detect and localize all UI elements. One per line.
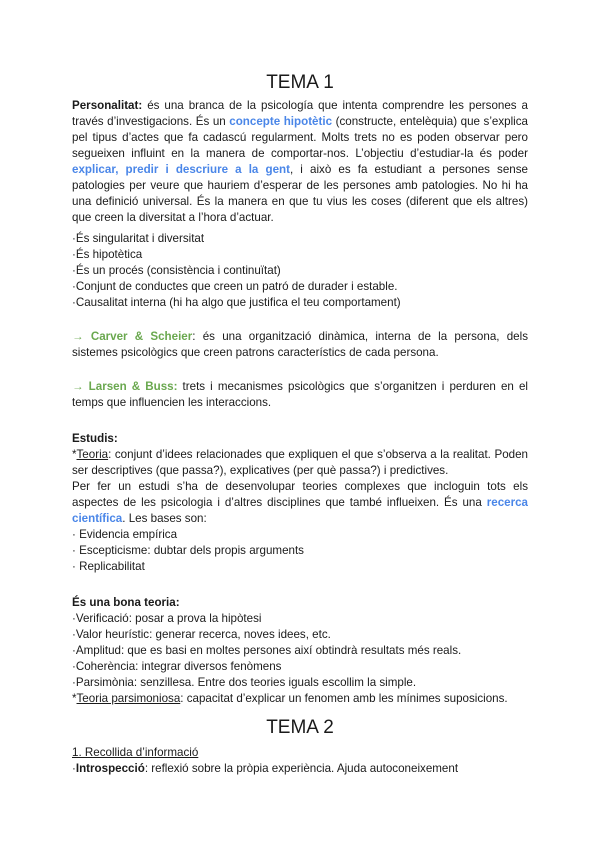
- list-item: ·Amplitud: que es basi en moltes persones així obtindrà resultats més reals.: [72, 644, 462, 657]
- introspeccio-label: Introspecció: [75, 762, 145, 775]
- bases-list: [72, 527, 528, 575]
- personalitat-text-1: és una branca de la psicología que intenta comprendre les persones a través d’investigacions. És un: [72, 99, 528, 128]
- list-item: · Replicabilitat: [72, 560, 145, 573]
- bona-teoria-heading: És una bona teoria:: [72, 596, 180, 609]
- carver-scheier-name: → Carver & Scheier: [72, 330, 193, 343]
- personalitat-label: Personalitat:: [72, 99, 143, 112]
- explicar-predir-highlight: explicar, predir i descriure a la gent: [72, 163, 290, 176]
- introspeccio-text: : reflexió sobre la pròpia experiència. Ajuda autoconeixement: [144, 762, 459, 775]
- bona-teoria-list: [72, 611, 528, 691]
- teoria-text: : conjunt d’idees relacionades que expliquen el que s’observa a la realitat. Poden ser descriptives (que passa?), explicatives (per què passa?) i predictives.: [72, 448, 528, 477]
- concepte-hipotetic-highlight: concepte hipotètic: [229, 115, 333, 128]
- parsimoniosa-text: : capacitat d’explicar un fenomen amb les mínimes suposicions.: [180, 692, 508, 705]
- list-item: ·Coherència: integrar diversos fenòmens: [72, 660, 282, 673]
- larsen-buss-name: → Larsen & Buss:: [72, 380, 178, 393]
- teoria-paragraph: *Teoria: conjunt d’idees relacionades que expliquen el que s’observa a la realitat. Poden ser descriptives (que passa?), explicatives (per què passa?) i predictives.: [72, 448, 528, 477]
- list-item: ·Conjunt de conductes que creen un patró de durader i estable.: [72, 280, 398, 293]
- list-item: · Evidencia empírica: [72, 528, 178, 541]
- tema1-title: TEMA 1: [266, 72, 334, 93]
- list-item: ·És hipotètica: [72, 248, 143, 261]
- list-item: ·Verificació: posar a prova la hipòtesi: [72, 612, 262, 625]
- personalitat-text-3: , i això es fa estudiant a persones sense patologies per veure que hauriem d’esperar de les persones amb patologies. No hi ha una definició universal. És la manera en que tu vius les coses (diferent que els altres) que creen la diversitat a l’hora d’actuar.: [72, 163, 528, 224]
- list-item: ·Causalitat interna (hi ha algo que justifica el teu comportament): [72, 296, 401, 309]
- parsimoniosa-label: Teoria parsimoniosa: [76, 692, 181, 705]
- introspeccio-paragraph: ·Introspecció: reflexió sobre la pròpia experiència. Ajuda autoconeixement: [72, 762, 459, 775]
- list-item: ·És singularitat i diversitat: [72, 232, 205, 245]
- list-item: ·Parsimònia: senzillesa. Entre dos teories iguals escollim la simple.: [72, 676, 417, 689]
- list-item: ·És un procés (consistència i continuïtat): [72, 264, 281, 277]
- carver-text: : és una organització dinàmica, interna de la persona, dels sistemes psicològics que creen patrons característics de cada persona.: [72, 330, 528, 359]
- tema2-title: TEMA 2: [266, 717, 334, 738]
- carver-paragraph: [72, 329, 528, 361]
- document-content: [72, 72, 528, 777]
- estudi-paragraph: Per fer un estudi s’ha de desenvolupar teories complexes que incloguin tots els aspectes de les psicologia i d’altres disciplines que també influeixen. És una recerca científica. Les bases son:: [72, 480, 528, 525]
- estudis-heading: Estudis:: [72, 432, 118, 445]
- personalitat-text-2: (constructe, entelèquia) que s’explica pel tipus d’actes que fa cadascú regularment. Molts trets no es poden observar pero segueixen influint en la manera de comportar-nos. L’objectiu d’estudiar-la és poder: [72, 115, 528, 160]
- larsen-paragraph: [72, 379, 528, 411]
- personalitat-paragraph: [72, 98, 528, 226]
- larsen-text: trets i mecanismes psicològics que s’organitzen i perduren en el temps que influencien les interaccions.: [72, 380, 528, 409]
- teoria-label: Teoria: [76, 448, 109, 461]
- parsimoniosa-paragraph: *Teoria parsimoniosa: capacitat d’explicar un fenomen amb les mínimes suposicions.: [72, 692, 508, 705]
- list-item: · Escepticisme: dubtar dels propis arguments: [72, 544, 304, 557]
- traits-list: [72, 231, 528, 311]
- recerca-cientifica-highlight: recerca científica: [72, 496, 528, 525]
- recollida-heading: 1. Recollida d’informació: [72, 746, 199, 759]
- list-item: ·Valor heurístic: generar recerca, noves idees, etc.: [72, 628, 331, 641]
